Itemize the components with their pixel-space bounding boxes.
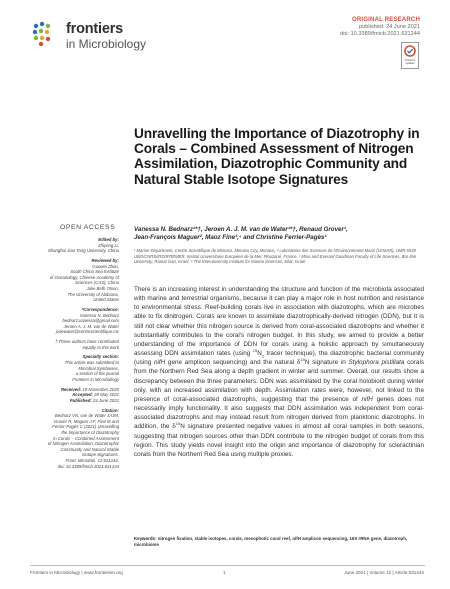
citation-heading: Citation: <box>101 407 119 413</box>
open-access-label: OPEN ACCESS <box>60 224 116 231</box>
abstract-segment: corals from the Northern Red Sea along a depth gradient in winter and summer. Overall, our results show a discrepancy between the three parameters. DDN was assimilated by the coral holobiont during winter only, with an increased assimilation with depth. Assimilation rates were, however, not linked to the presence of coral-associated diazotrophs, suggesting that the presence of <box>134 359 425 403</box>
abstract-segment: genes does not necessarily imply functionality. It also suggests that DDN assimilation was independent from coral-associated diazotrophs and may instead result from nitrogen derived from planktonic diazotrophs. In addition, the δ <box>134 395 424 431</box>
specialty-heading: Specialty section: <box>82 354 119 360</box>
footer-volume: June 2021 | Volume 12 | Article 631244 <box>344 570 424 575</box>
correspondent-email[interactable]: bednarz.vanessa@gmail.com <box>62 318 119 324</box>
specialty-line: Frontiers in Microbiology <box>72 376 119 382</box>
abstract <box>134 285 424 459</box>
article-title: Unravelling the Importance of Diazotrophy in Corals – Combined Assessment of Nitrogen Assimilation, Diazotrophic Community and Natural Stable Isotope Signatures <box>134 126 420 187</box>
correspondent-name: Jeroen A. J. M. van de Water <box>63 323 119 329</box>
citation-line: of Nitrogen Assimilation, Diazotrophic <box>47 441 119 447</box>
author-list <box>134 226 424 242</box>
reviewer-line: The University of Alabama, <box>67 291 119 297</box>
crossmark-label: Check for updates <box>404 59 416 65</box>
crossmark-icon <box>404 45 416 57</box>
keywords-label: Keywords: <box>134 536 157 541</box>
specialty-line: a section of the journal <box>75 371 119 377</box>
page-number: 1 <box>223 570 226 575</box>
specialty-section <box>28 354 119 382</box>
reviewed-by-section <box>28 258 119 303</box>
citation-line: Front. Microbiol. 12:631244. <box>65 457 119 463</box>
affiliations: ¹ Marine Department, Centre Scientifique de Monaco, Monaco City, Monaco, ² Laboratoire des Sciences de l'Environnement Marin (LEMAR), UMR 6539 UBO/CNRS/IRD/IFREMER, Institut Universitaire Européen de la Mer, Plouzané, France, ³ Mina and Everard Goodman Faculty of Life Sciences, Bar-Ilan University, Ramat Gan, Israel, ⁴ The Interuniversity Institute for Marine Sciences, Eilat, Israel <box>134 248 417 264</box>
citation-section <box>28 408 119 470</box>
citation-line: Grover R, Maguer J-F, Fine M and <box>53 418 119 424</box>
correspondent-email[interactable]: jvdewater@centrescientifique.mc <box>55 329 119 335</box>
abstract-segment: N <box>257 350 262 358</box>
abstract-segment: There is an increasing interest in understanding the structure and function of the microbiota associated with marine and terrestrial organisms, because it can play a major role in host nutrition and resistance to environmental stress. Reef-building corals live in association with diazotrophs, which are microbes able to fix dinitrogen. Corals are known to assimilate diazotrophically-derived nitrogen (DDN), but it is still not clear whether this nitrogen source is derived from coral-associated diazotrophs and whether it substantially contributes to the coral's nitrogen budget. In this study, we aimed to provide a better understanding of the importance of DDN for corals using a holistic approach by simultaneously assessing DDN assimilation rates (using <box>134 286 424 358</box>
reviewed-by-heading: Reviewed by: <box>91 257 119 263</box>
reviewer-line: of Oceanology, Chinese Academy of <box>49 274 119 280</box>
article-header-info <box>340 17 420 38</box>
logo-wordmark: frontiers <box>66 21 124 37</box>
equal-contribution-note <box>28 339 119 350</box>
correspondence-section <box>28 307 119 335</box>
abstract-segment: 2 <box>261 353 265 359</box>
citation-line: Ferrier-Pagès C (2021) Unravelling <box>52 424 119 430</box>
editor-name: Zhiyong Li, <box>97 242 119 248</box>
frontiers-logo-icon <box>30 20 64 48</box>
accepted-date: 28 May 2021 <box>94 392 119 398</box>
specialty-line: Microbial Symbioses, <box>78 365 119 371</box>
equal-note-line: † These authors have contributed <box>54 339 119 345</box>
abstract-segment: 15 <box>175 421 181 427</box>
citation-line: Isotope Signatures. <box>81 452 119 458</box>
abstract-segment: 15 <box>252 347 258 353</box>
citation-line: Community and Natural Stable <box>60 446 119 452</box>
keywords-list: nitrogen fixation, stable isotopes, corals, mesophotic coral reef, nifH amplicon sequencing, 16S rRNA gene, diazotroph, microbiome <box>134 536 408 548</box>
correspondent-name: Vanessa N. Bednarz <box>79 312 119 318</box>
abstract-segment: N signature presented negative values in almost all coral samples in both seasons, suggesting that nitrogen sources other than DDN contribute to the nitrogen budget of corals from this region. This study yields novel insight into the origin and importance of diazotrophy for scleractinian corals from the Northern Red Sea using multiple proxies. <box>134 423 424 458</box>
abstract-segment: N signature in <box>304 359 349 367</box>
equal-note-line: equally to this work <box>82 344 119 350</box>
logo-journal-name: in Microbiology <box>66 37 147 51</box>
dates-section <box>28 387 119 404</box>
reviewer-line: Guowei Zhou, <box>92 263 119 269</box>
citation-doi[interactable]: doi: 10.3389/fmicb.2021.631244 <box>57 463 119 469</box>
crossmark-badge[interactable] <box>401 42 419 69</box>
citation-line: in Corals – Combined Assessment <box>53 435 119 441</box>
reviewer-line: South China Sea Institute <box>70 269 119 275</box>
published-date-sidebar: 24 June 2021 <box>92 397 119 403</box>
abstract-segment: nifH <box>153 359 166 367</box>
reviewer-line: United States <box>93 297 119 303</box>
received-label: Received: <box>60 386 82 392</box>
article-type: ORIGINAL RESEARCH <box>352 17 420 23</box>
abstract-segment: Stylophora pistillata <box>348 359 405 367</box>
editor-affiliation: Shanghai Jiao Tong University, China <box>47 248 119 254</box>
published-date: published: 24 June 2021 <box>359 24 420 30</box>
journal-logo[interactable] <box>30 17 160 51</box>
footer-journal[interactable]: Frontiers in Microbiology | www.frontiersin.org <box>30 570 123 575</box>
citation-line: the Importance of Diazotrophy <box>61 429 119 435</box>
published-label: Published: <box>69 397 92 403</box>
reviewer-line: Sciences (CAS), China <box>75 280 119 286</box>
abstract-segment: tracer technique), the diazotrophic bacterial community (using <box>134 350 424 367</box>
edited-by-heading: Edited by: <box>98 237 119 242</box>
abstract-segment: 15 <box>300 357 305 363</box>
specialty-line: This article was submitted to <box>64 360 119 366</box>
citation-line: Bednarz VN, van de Water JAJM, <box>54 413 119 419</box>
received-date: 19 November 2020 <box>82 386 119 392</box>
correspondence-heading: *Correspondence: <box>81 306 119 312</box>
edited-by-section <box>28 237 119 254</box>
article-doi[interactable]: doi: 10.3389/fmicb.2021.631244 <box>340 31 420 37</box>
footer-divider <box>30 565 425 566</box>
reviewer-line: Julie Beth Olson, <box>86 285 119 291</box>
abstract-segment: gene amplicon sequencing) and the natural δ <box>165 359 301 367</box>
article-sidebar <box>28 237 119 473</box>
author-line: Jean-François Maguer², Maoz Fine³,⁴ and Christine Ferrier-Pagès¹ <box>134 234 327 241</box>
abstract-segment: nifH <box>361 395 373 403</box>
accepted-label: Accepted: <box>72 392 93 398</box>
keywords <box>134 536 424 548</box>
author-line: Vanessa N. Bednarz¹*†, Jeroen A. J. M. van de Water¹*†, Renaud Grover¹, <box>134 226 348 233</box>
